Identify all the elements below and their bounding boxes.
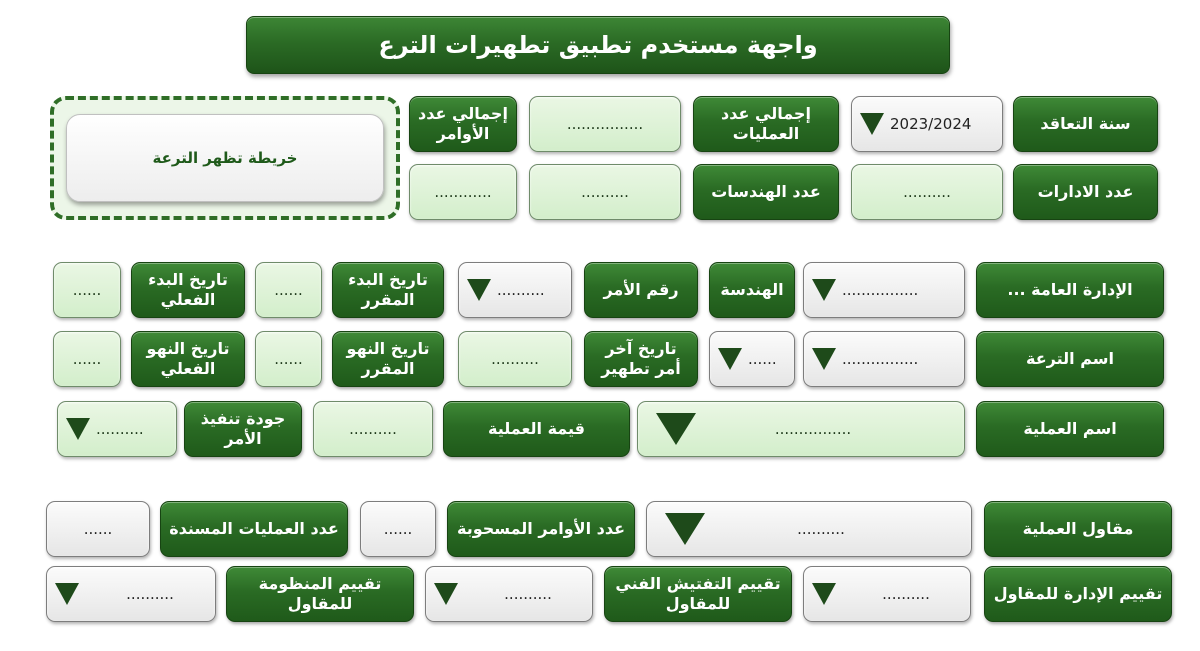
departments-count-field[interactable]: .......... (851, 164, 1003, 220)
canal-name-label: اسم الترعة (976, 331, 1164, 387)
admin-rating-label: تقييم الإدارة للمقاول (984, 566, 1172, 622)
dropdown-arrow-icon (434, 583, 458, 605)
total-operations-field[interactable]: ................ (529, 96, 681, 152)
operation-name-label: اسم العملية (976, 401, 1164, 457)
departments-count-label: عدد الادارات (1013, 164, 1158, 220)
tech-inspection-value: .......... (504, 584, 552, 603)
contractor-dropdown[interactable] (646, 501, 972, 557)
engineering-label: الهندسة (709, 262, 795, 318)
dropdown-arrow-icon (66, 418, 90, 440)
dropdown-arrow-icon (812, 279, 836, 301)
contract-year-value: 2023/2024 (890, 114, 972, 133)
planned-end-field[interactable]: ...... (255, 331, 322, 387)
actual-start-field[interactable]: ...... (53, 262, 121, 318)
operation-name-value: ................ (774, 419, 852, 438)
order-number-dropdown[interactable] (458, 262, 572, 318)
general-admin-dropdown[interactable] (803, 262, 965, 318)
contractor-value: .......... (797, 519, 845, 538)
total-orders-field[interactable]: ............ (409, 164, 517, 220)
operation-name-dropdown[interactable] (637, 401, 965, 457)
actual-end-field[interactable]: ...... (53, 331, 121, 387)
operation-value-field[interactable]: .......... (313, 401, 433, 457)
withdrawn-orders-field[interactable]: ...... (360, 501, 436, 557)
order-number-label: رقم الأمر (584, 262, 698, 318)
engineering-count-field[interactable]: .......... (529, 164, 681, 220)
withdrawn-orders-label: عدد الأوامر المسحوبة (447, 501, 635, 557)
engineering-value: ...... (748, 349, 777, 368)
contract-year-label: سنة التعاقد (1013, 96, 1158, 152)
total-orders-label: إجمالي عدد الأوامر (409, 96, 517, 152)
dropdown-arrow-icon (718, 348, 742, 370)
actual-end-label: تاريخ النهو الفعلي (131, 331, 245, 387)
engineering-count-label: عدد الهندسات (693, 164, 839, 220)
assigned-operations-label: عدد العمليات المسندة (160, 501, 348, 557)
dropdown-arrow-icon (812, 348, 836, 370)
tech-inspection-label: تقييم التفتيش الفني للمقاول (604, 566, 792, 622)
dropdown-arrow-icon (860, 113, 884, 135)
general-admin-label: الإدارة العامة ... (976, 262, 1164, 318)
dropdown-arrow-icon (656, 413, 696, 445)
engineering-dropdown[interactable] (709, 331, 795, 387)
system-rating-value: .......... (126, 584, 174, 603)
admin-rating-value: .......... (882, 584, 930, 603)
canal-name-value: ................ (842, 349, 919, 368)
dropdown-arrow-icon (812, 583, 836, 605)
dropdown-arrow-icon (467, 279, 491, 301)
order-quality-value: .......... (96, 419, 144, 438)
admin-rating-dropdown[interactable] (803, 566, 971, 622)
operation-value-label: قيمة العملية (443, 401, 630, 457)
tech-inspection-dropdown[interactable] (425, 566, 593, 622)
last-order-date-field[interactable]: .......... (458, 331, 572, 387)
contractor-label: مقاول العملية (984, 501, 1172, 557)
general-admin-value: ................ (842, 280, 919, 299)
order-quality-dropdown[interactable] (57, 401, 177, 457)
dropdown-arrow-icon (55, 583, 79, 605)
system-rating-dropdown[interactable] (46, 566, 216, 622)
planned-end-label: تاريخ النهو المقرر (332, 331, 444, 387)
dropdown-arrow-icon (665, 513, 705, 545)
total-operations-label: إجمالي عدد العمليات (693, 96, 839, 152)
page-title: واجهة مستخدم تطبيق تطهيرات الترع (246, 16, 950, 74)
last-order-date-label: تاريخ آخر أمر تطهير (584, 331, 698, 387)
canal-map-button[interactable]: خريطة تظهر الترعة (66, 114, 384, 202)
actual-start-label: تاريخ البدء الفعلي (131, 262, 245, 318)
planned-start-field[interactable]: ...... (255, 262, 322, 318)
contract-year-dropdown[interactable] (851, 96, 1003, 152)
canal-name-dropdown[interactable] (803, 331, 965, 387)
map-frame (50, 96, 400, 220)
system-rating-label: تقييم المنظومة للمقاول (226, 566, 414, 622)
order-quality-label: جودة تنفيذ الأمر (184, 401, 302, 457)
assigned-operations-field[interactable]: ...... (46, 501, 150, 557)
planned-start-label: تاريخ البدء المقرر (332, 262, 444, 318)
order-number-value: .......... (497, 280, 545, 299)
